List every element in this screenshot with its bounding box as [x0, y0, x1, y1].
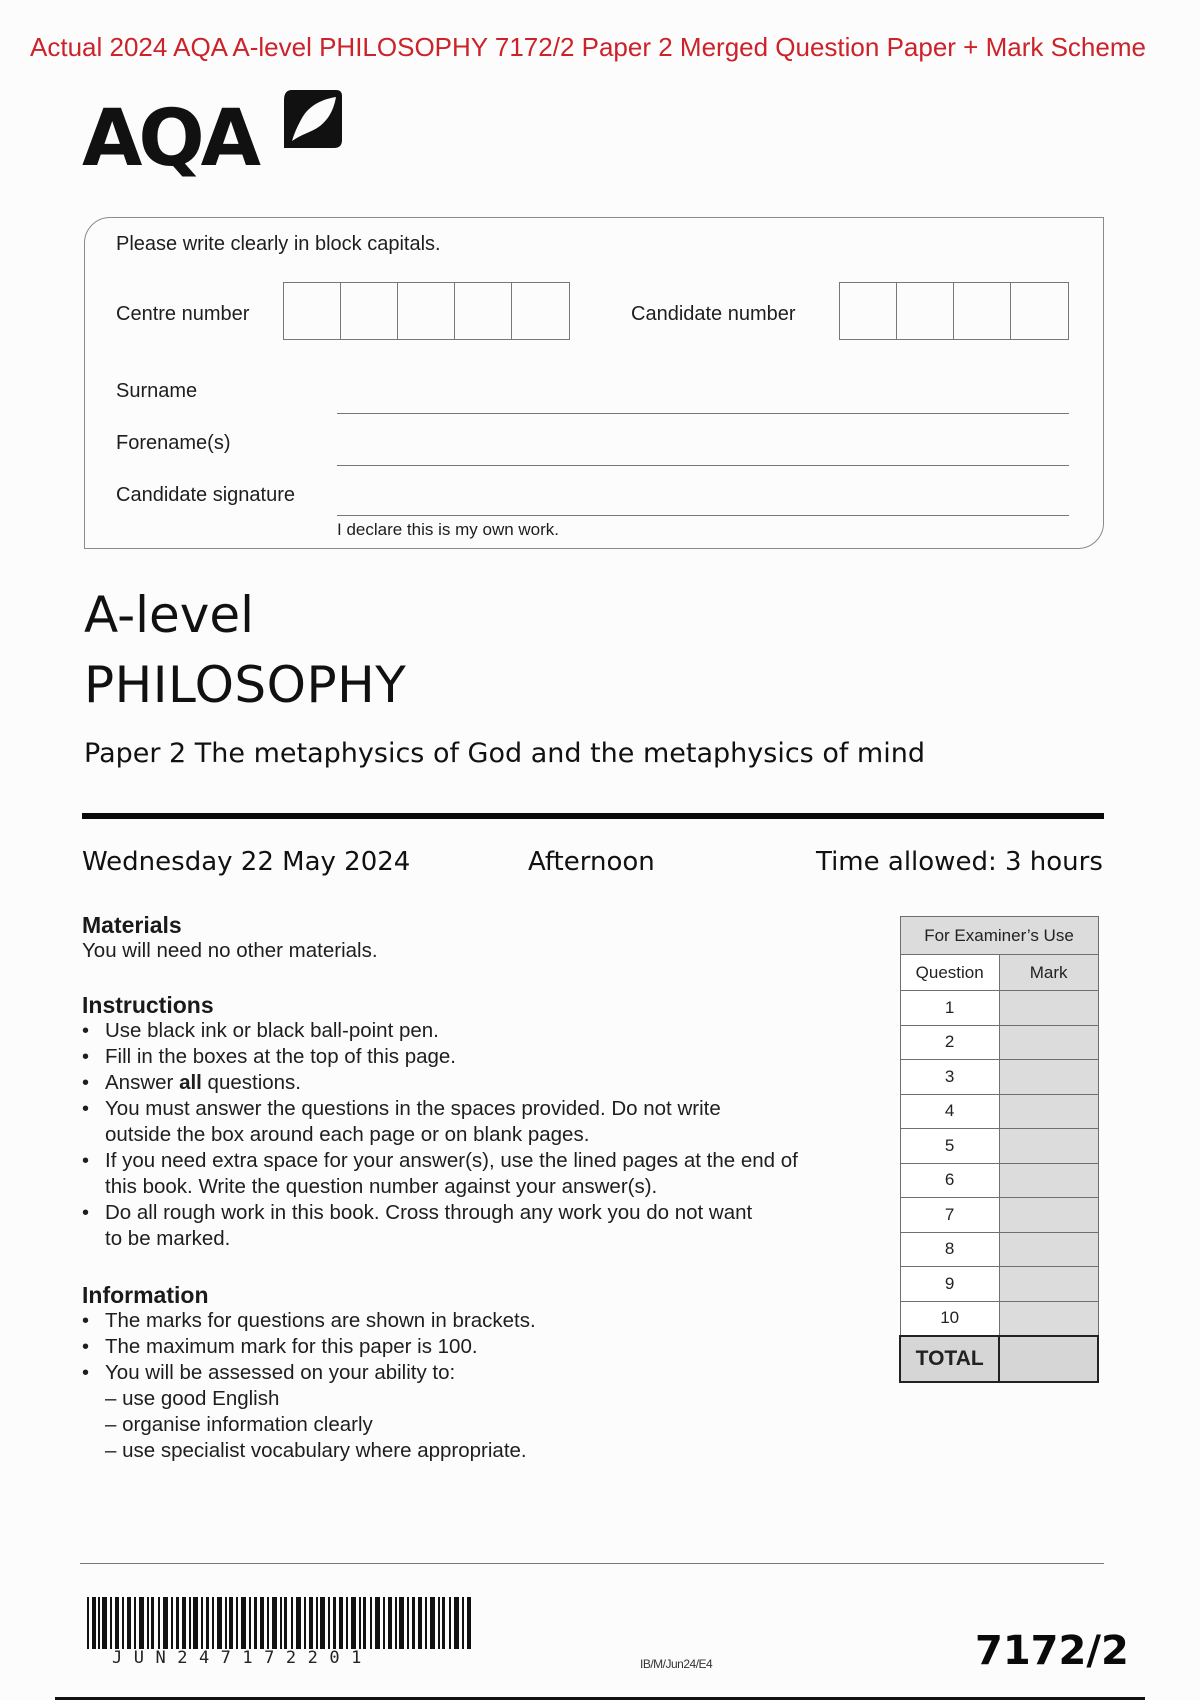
block-capitals-instruction: Please write clearly in block capitals.	[116, 233, 441, 255]
forenames-field[interactable]	[337, 465, 1069, 466]
mark-cell[interactable]	[999, 1267, 1098, 1302]
mark-cell[interactable]	[999, 991, 1098, 1026]
candidate-number-digit-3[interactable]	[954, 283, 1011, 339]
information-list	[82, 1308, 882, 1386]
instruction-item	[82, 1018, 882, 1044]
mark-cell[interactable]	[999, 1060, 1098, 1095]
instructions-list	[82, 1018, 882, 1252]
mark-cell[interactable]	[999, 1198, 1098, 1233]
assessment-item: – use specialist vocabulary where appropriate.	[105, 1439, 527, 1462]
mark-cell[interactable]	[999, 1094, 1098, 1129]
question-number: 7	[900, 1198, 999, 1233]
mark-cell[interactable]	[999, 1232, 1098, 1267]
total-row	[900, 1336, 1098, 1382]
table-row	[900, 1163, 1098, 1198]
total-mark-cell[interactable]	[999, 1336, 1098, 1382]
instruction-text: questions.	[201, 1071, 302, 1094]
exam-session: Afternoon	[528, 847, 655, 877]
instruction-text: Use black ink or black ball-point pen.	[105, 1019, 439, 1042]
table-row	[900, 1198, 1098, 1233]
document-title: Actual 2024 AQA A-level PHILOSOPHY 7172/2 Paper 2 Merged Question Paper + Mark Scheme	[30, 32, 1146, 62]
qualification-level: A-level	[84, 586, 255, 644]
examiner-table-title: For Examiner’s Use	[900, 917, 1098, 955]
mark-cell[interactable]	[999, 1129, 1098, 1164]
candidate-number-digit-4[interactable]	[1011, 283, 1068, 339]
information-item	[82, 1334, 882, 1360]
emphasis-all: all	[179, 1071, 202, 1094]
instructions-heading: Instructions	[82, 992, 214, 1018]
signature-label: Candidate signature	[116, 484, 296, 506]
question-column-header: Question	[900, 955, 999, 991]
candidate-number-input[interactable]	[839, 282, 1069, 340]
paper-title: Paper 2 The metaphysics of God and the metaphysics of mind	[84, 738, 925, 769]
aqa-logo-text: AQA	[82, 94, 258, 184]
aqa-leaf-icon	[284, 90, 342, 148]
information-text: The marks for questions are shown in brackets.	[105, 1309, 536, 1332]
instruction-item	[82, 1148, 882, 1200]
question-number: 5	[900, 1129, 999, 1164]
table-row	[900, 1301, 1098, 1336]
centre-number-digit-3[interactable]	[398, 283, 455, 339]
question-number: 6	[900, 1163, 999, 1198]
centre-number-digit-4[interactable]	[455, 283, 512, 339]
table-row	[900, 1232, 1098, 1267]
centre-number-digit-2[interactable]	[341, 283, 398, 339]
mark-cell[interactable]	[999, 1301, 1098, 1336]
declaration-text: I declare this is my own work.	[337, 520, 560, 539]
question-number: 10	[900, 1301, 999, 1336]
question-number: 8	[900, 1232, 999, 1267]
mark-cell[interactable]	[999, 1025, 1098, 1060]
information-item	[82, 1308, 882, 1334]
table-row	[900, 1267, 1098, 1302]
assessment-criteria-list	[82, 1386, 882, 1464]
barcode-number: JUN247172201	[112, 1648, 373, 1668]
question-number: 9	[900, 1267, 999, 1302]
aqa-logo	[82, 90, 352, 184]
total-label: TOTAL	[900, 1336, 999, 1382]
candidate-details-box	[84, 217, 1104, 549]
instruction-text: Answer	[105, 1071, 180, 1094]
information-text: The maximum mark for this paper is 100.	[105, 1335, 478, 1358]
assessment-item: – organise information clearly	[105, 1413, 373, 1436]
table-row	[900, 991, 1098, 1026]
candidate-number-digit-2[interactable]	[897, 283, 954, 339]
paper-code: 7172/2	[975, 1628, 1129, 1674]
table-row	[900, 1025, 1098, 1060]
table-row	[900, 1060, 1098, 1095]
mark-column-header: Mark	[999, 955, 1098, 991]
materials-heading: Materials	[82, 912, 182, 938]
footer-divider	[80, 1563, 1104, 1564]
instruction-text: outside the box around each page or on blank pages.	[105, 1123, 590, 1146]
table-row	[900, 1094, 1098, 1129]
candidate-number-digit-1[interactable]	[840, 283, 897, 339]
information-item	[82, 1360, 882, 1386]
instruction-text: this book. Write the question number against your answer(s).	[105, 1175, 658, 1198]
assessment-item: – use good English	[105, 1387, 280, 1410]
instruction-item	[82, 1070, 882, 1096]
question-number: 1	[900, 991, 999, 1026]
question-number: 2	[900, 1025, 999, 1060]
exam-date: Wednesday 22 May 2024	[82, 847, 411, 877]
centre-number-label: Centre number	[116, 303, 250, 325]
instruction-text: If you need extra space for your answer(s), use the lined pages at the end of	[105, 1149, 798, 1172]
examiner-use-table	[899, 916, 1099, 1383]
instruction-item	[82, 1044, 882, 1070]
centre-number-digit-1[interactable]	[284, 283, 341, 339]
question-number: 3	[900, 1060, 999, 1095]
time-allowed: Time allowed: 3 hours	[816, 847, 1103, 877]
reference-code: IB/M/Jun24/E4	[640, 1657, 713, 1671]
signature-field[interactable]	[337, 515, 1069, 516]
instruction-text: You must answer the questions in the spaces provided. Do not write	[105, 1097, 721, 1120]
forenames-label: Forename(s)	[116, 432, 231, 454]
divider	[82, 813, 1104, 819]
materials-text: You will need no other materials.	[82, 939, 378, 962]
instruction-item	[82, 1200, 882, 1252]
information-heading: Information	[82, 1282, 209, 1308]
instruction-item	[82, 1096, 882, 1148]
mark-cell[interactable]	[999, 1163, 1098, 1198]
surname-label: Surname	[116, 380, 198, 402]
instruction-text: to be marked.	[105, 1227, 231, 1250]
table-row	[900, 1129, 1098, 1164]
instruction-text: Do all rough work in this book. Cross through any work you do not want	[105, 1201, 753, 1224]
centre-number-digit-5[interactable]	[512, 283, 569, 339]
information-text: You will be assessed on your ability to:	[105, 1361, 456, 1384]
question-number: 4	[900, 1094, 999, 1129]
centre-number-input[interactable]	[283, 282, 570, 340]
surname-field[interactable]	[337, 413, 1069, 414]
instruction-text: Fill in the boxes at the top of this page.	[105, 1045, 456, 1068]
barcode-icon	[87, 1597, 472, 1649]
candidate-number-label: Candidate number	[631, 303, 796, 325]
subject-title: PHILOSOPHY	[84, 656, 407, 714]
